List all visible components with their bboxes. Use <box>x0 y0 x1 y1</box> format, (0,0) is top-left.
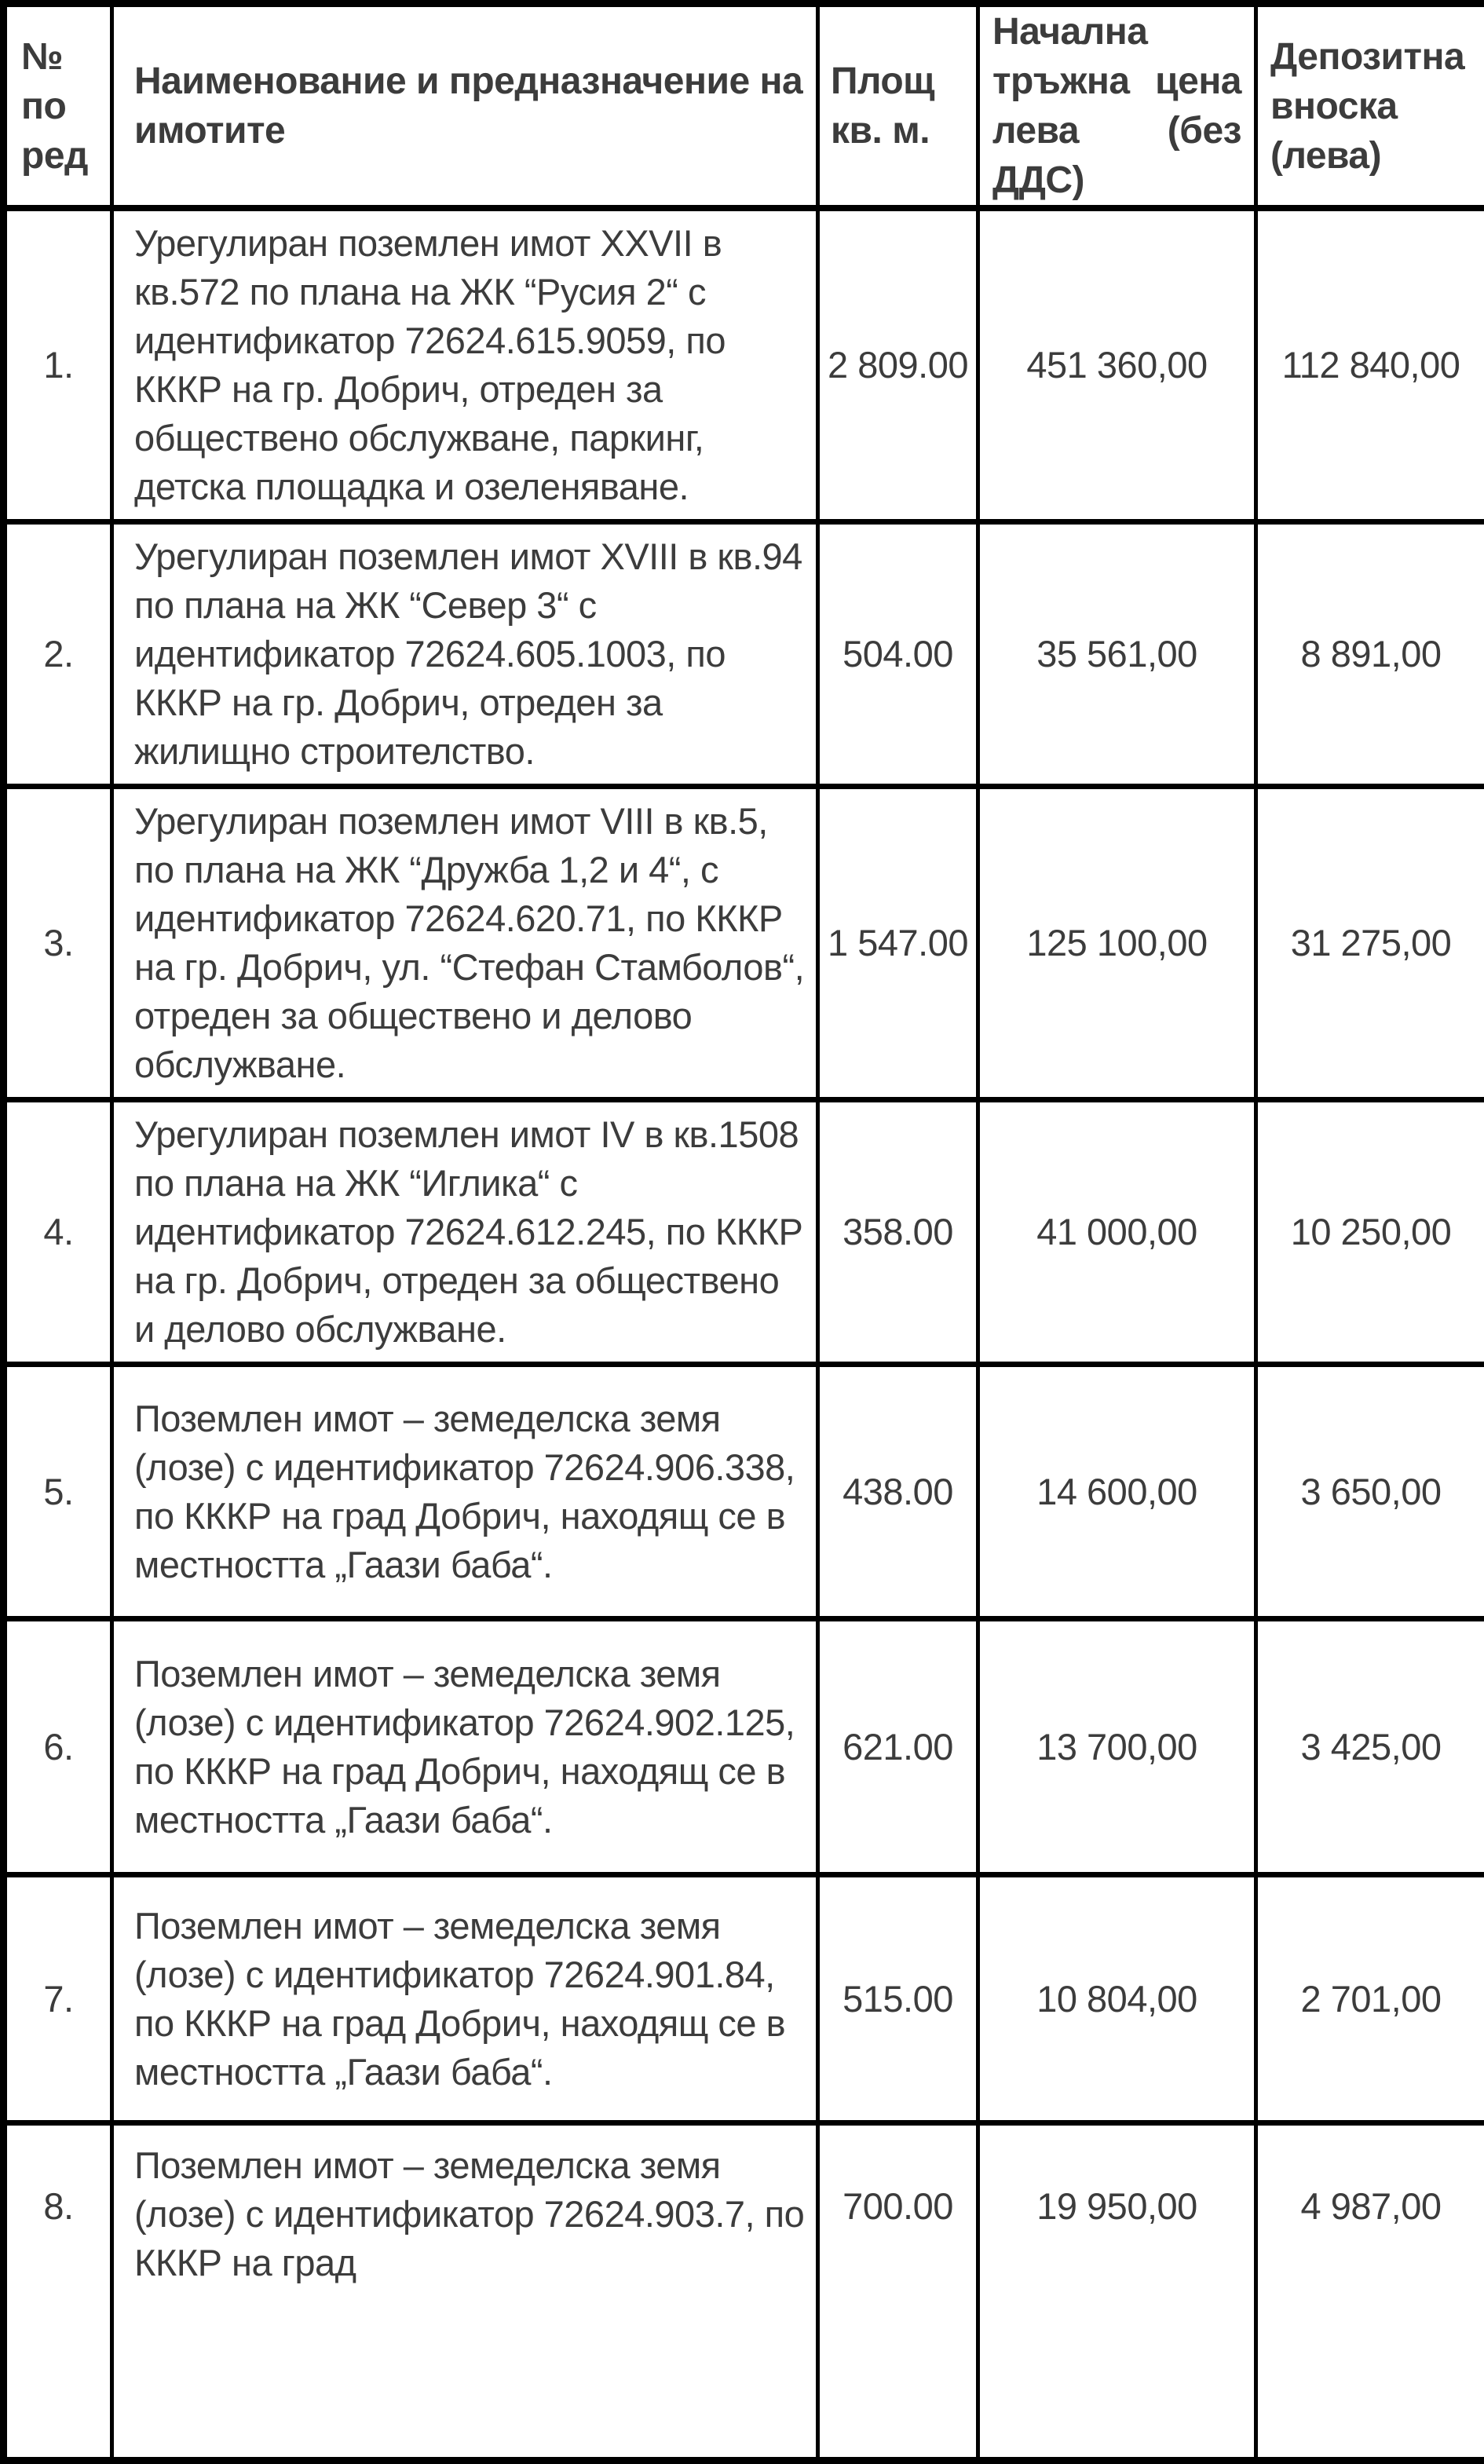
cell-deposit: 8 891,00 <box>1256 522 1484 787</box>
header-row <box>4 4 1484 209</box>
cell-number: 3. <box>4 787 112 1100</box>
cell-deposit: 112 840,00 <box>1256 208 1484 522</box>
cell-price: 14 600,00 <box>978 1365 1256 1619</box>
cell-number: 7. <box>4 1875 112 2123</box>
cell-area: 515.00 <box>818 1875 978 2123</box>
header-number: № по ред <box>4 4 112 209</box>
cell-price: 41 000,00 <box>978 1100 1256 1365</box>
cell-name: Урегулиран поземлен имот XXVII в кв.572 по плана на ЖК “Русия 2“ с идентификатор 72624.615.9059, по КККР на гр. Добрич, отреден за обществено обслужване, паркинг, детска площадка и озеленяване. <box>112 208 818 522</box>
cell-price: 10 804,00 <box>978 1875 1256 2123</box>
cell-area: 1 547.00 <box>818 787 978 1100</box>
table-row <box>4 1619 1484 1875</box>
cell-number: 1. <box>4 208 112 522</box>
cell-price: 19 950,00 <box>978 2123 1256 2461</box>
cell-name: Поземлен имот – земеделска земя (лозе) с идентификатор 72624.906.338, по КККР на град Добрич, находящ се в местността „Гаази баба“. <box>112 1365 818 1619</box>
table-row <box>4 787 1484 1100</box>
cell-area: 700.00 <box>818 2123 978 2461</box>
cell-price: 451 360,00 <box>978 208 1256 522</box>
cell-area: 438.00 <box>818 1365 978 1619</box>
cell-number: 6. <box>4 1619 112 1875</box>
cell-price: 13 700,00 <box>978 1619 1256 1875</box>
cell-area: 358.00 <box>818 1100 978 1365</box>
cell-name: Поземлен имот – земеделска земя (лозе) с идентификатор 72624.903.7, по КККР на град <box>112 2123 818 2461</box>
table-header <box>4 4 1484 209</box>
cell-deposit: 3 425,00 <box>1256 1619 1484 1875</box>
cell-number: 4. <box>4 1100 112 1365</box>
table-row <box>4 1875 1484 2123</box>
cell-deposit: 2 701,00 <box>1256 1875 1484 2123</box>
table-row <box>4 208 1484 522</box>
cell-deposit: 4 987,00 <box>1256 2123 1484 2461</box>
cell-area: 2 809.00 <box>818 208 978 522</box>
cell-price: 125 100,00 <box>978 787 1256 1100</box>
table-row <box>4 2123 1484 2461</box>
header-name: Наименование и предназначение на имотите <box>112 4 818 209</box>
cell-number: 2. <box>4 522 112 787</box>
cell-name: Урегулиран поземлен имот XVIII в кв.94 по плана на ЖК “Север 3“ с идентификатор 72624.605.1003, по КККР на гр. Добрич, отреден за жилищно строителство. <box>112 522 818 787</box>
table-row <box>4 522 1484 787</box>
cell-name: Урегулиран поземлен имот VIII в кв.5, по плана на ЖК “Дружба 1,2 и 4“, с идентификатор 72624.620.71, по КККР на гр. Добрич, ул. “Стефан Стамболов“, отреден за обществено и делово обслужване. <box>112 787 818 1100</box>
cell-price: 35 561,00 <box>978 522 1256 787</box>
header-price: Начална тръжна цена лева (без ДДС) <box>978 4 1256 209</box>
cell-name: Поземлен имот – земеделска земя (лозе) с идентификатор 72624.901.84, по КККР на град Добрич, находящ се в местността „Гаази баба“. <box>112 1875 818 2123</box>
table-body <box>4 208 1484 2461</box>
table-row <box>4 1100 1484 1365</box>
cell-deposit: 10 250,00 <box>1256 1100 1484 1365</box>
header-area: Площ кв. м. <box>818 4 978 209</box>
cell-area: 621.00 <box>818 1619 978 1875</box>
header-deposit: Депозитна вноска (лева) <box>1256 4 1484 209</box>
cell-deposit: 31 275,00 <box>1256 787 1484 1100</box>
cell-name: Урегулиран поземлен имот IV в кв.1508 по плана на ЖК “Иглика“ с идентификатор 72624.612.245, по КККР на гр. Добрич, отреден за обществено и делово обслужване. <box>112 1100 818 1365</box>
table-row <box>4 1365 1484 1619</box>
cell-number: 8. <box>4 2123 112 2461</box>
cell-area: 504.00 <box>818 522 978 787</box>
cell-number: 5. <box>4 1365 112 1619</box>
cell-name: Поземлен имот – земеделска земя (лозе) с идентификатор 72624.902.125, по КККР на град Добрич, находящ се в местността „Гаази баба“. <box>112 1619 818 1875</box>
cell-deposit: 3 650,00 <box>1256 1365 1484 1619</box>
